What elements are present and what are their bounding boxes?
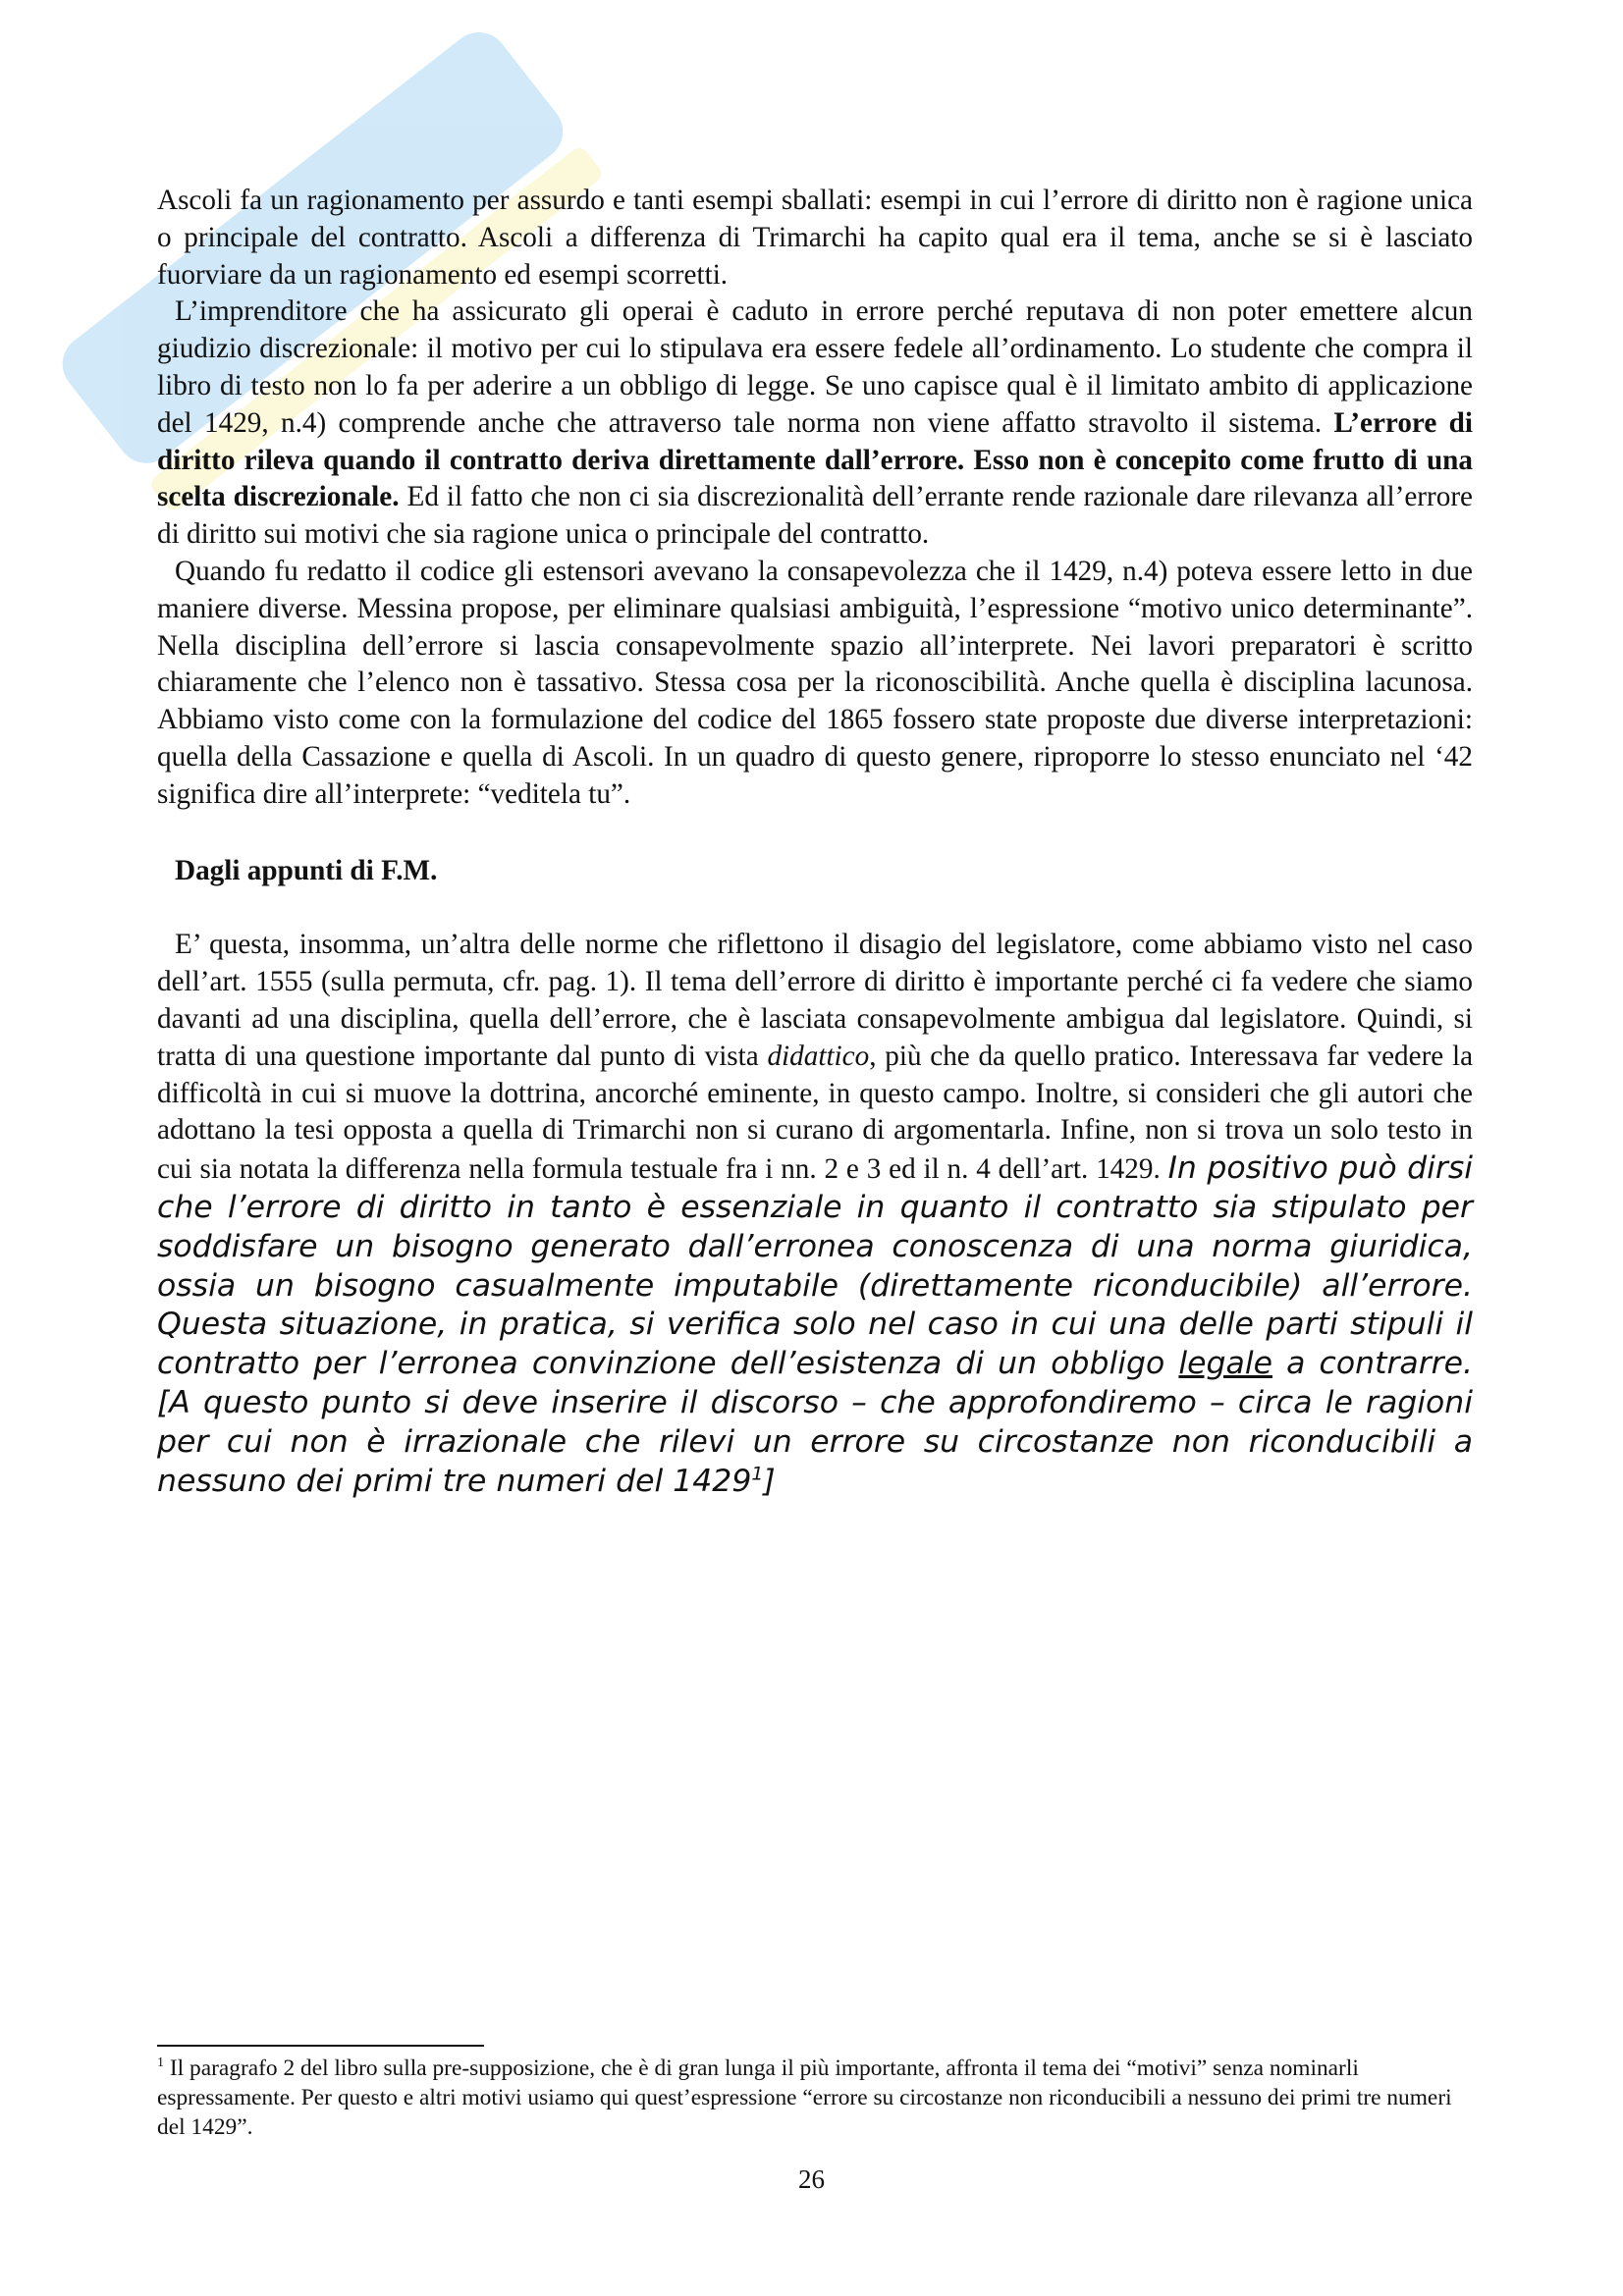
paragraph-imprenditore: [157, 294, 1473, 554]
italic-text: a contrarre. [A questo punto si deve inserire il discorso – che approfondiremo – circa le ragioni per cui non è irrazionale che rilevi un errore su circostanze non riconducibili a nessuno dei primi tre numeri del 1429: [157, 1346, 1473, 1499]
footnote-reference[interactable]: 1: [751, 1463, 764, 1484]
section-heading: Dagli appunti di F.M.: [175, 854, 438, 886]
document-body: [157, 183, 1473, 1501]
paragraph-text: E’ questa, insomma, un’altra delle norme che riflettono il disagio del legislatore, come abbiamo visto nel caso dell’art. 1555 (sulla permuta, cfr. pag. 1). Il tema dell’errore di diritto è importante perché ci fa vedere che siamo davanti ad una disciplina, quella dell’errore, che è lasciata consapevolmente ambigua dal legislatore. Quindi, si tratta di una questione importante dal punto di vista: [157, 929, 1473, 1072]
paragraph-ascoli: Ascoli fa un ragionamento per assurdo e tanti esempi sballati: esempi in cui l’errore di diritto non è ragione unica o principale del contratto. Ascoli a differenza di Trimarchi ha capito qual era il tema, anche se si è lasciato fuorviare da un ragionamento ed esempi scorretti.: [157, 185, 1473, 291]
bold-statement: L’errore di diritto rileva quando il contratto deriva direttamente dall’errore. Esso non è concepito come frutto di una scelta discrezionale.: [157, 406, 1473, 513]
paragraph-text: , più che da quello pratico. Interessava far vedere la difficoltà in cui si muove la dottrina, ancorché eminente, in questo campo. Inoltre, si consideri che gli autori che adottano la tesi opposta a quella di Trimarchi non si curano di argomentarla. Infine, non si trova un solo testo in cui sia notata la differenza nella formula testuale fra i nn. 2 e 3 ed il n. 4 dell’art. 1429.: [157, 1040, 1474, 1186]
footnote-separator: [157, 2045, 484, 2047]
underlined-word: legale: [1178, 1346, 1272, 1382]
footnote: [157, 2054, 1473, 2142]
paragraph-appunti: [157, 927, 1473, 1501]
paragraph-text: L’imprenditore che ha assicurato gli operai è caduto in errore perché reputava di non poter emettere alcun giudizio discrezionale: il motivo per cui lo stipulava era essere fedele all’ordinamento. Lo studente che compra il libro di testo non lo fa per aderire a un obbligo di legge. Se uno capisce qual è il limitato ambito di applicazione del 1429, n.4) comprende anche che attraverso tale norma non viene affatto stravolto il sistema.: [157, 295, 1473, 439]
italic-text: ]: [763, 1463, 776, 1499]
italic-text: In positivo può dirsi che l’errore di diritto in tanto è essenziale in quanto il contratto sia stipulato per soddisfare un bisogno generato dall’erronea conoscenza di una norma giuridica, ossia un bisogno casualmente imputabile (direttamente riconducibile) all’errore. Questa situazione, in pratica, si verifica solo nel caso in cui una delle parti stipuli il contratto per l’erronea convinzione dell’esistenza di un obbligo: [157, 1150, 1473, 1382]
italic-passage: [157, 1150, 1473, 1498]
footnote-body: Il paragrafo 2 del libro sulla pre-supposizione, che è di gran lunga il più importante, affronta il tema dei “motivi” senza nominarli espressamente. Per questo e altri motivi usiamo qui quest’espressione “errore su circostanze non riconducibili a nessuno dei primi tre numeri del 1429”.: [157, 2056, 1452, 2140]
footnote-number: 1: [157, 2055, 165, 2071]
italic-word: didattico: [767, 1040, 870, 1072]
paragraph-text: Ed il fatto che non ci sia discrezionalità dell’errante rende razionale dare rilevanza all’errore di diritto sui motivi che sia ragione unica o principale del contratto.: [157, 481, 1474, 551]
footnote-text: [157, 2054, 1473, 2142]
paragraph-codice: Quando fu redatto il codice gli estensori avevano la consapevolezza che il 1429, n.4) poteva essere letto in due maniere diverse. Messina propose, per eliminare qualsiasi ambiguità, l’espressione “motivo unico determinante”. Nella disciplina dell’errore si lascia consapevolmente spazio all’interprete. Nei lavori preparatori è scritto chiaramente che l’elenco non è tassativo. Stessa cosa per la riconoscibilità. Anche quella è disciplina lacunosa. Abbiamo visto come con la formulazione del codice del 1865 fossero state proposte due diverse interpretazioni: quella della Cassazione e quella di Ascoli. In un quadro di questo genere, riproporre lo stesso enunciato nel ‘42 significa dire all’interprete: “veditela tu”.: [157, 555, 1473, 810]
page-number: 26: [798, 2164, 825, 2194]
